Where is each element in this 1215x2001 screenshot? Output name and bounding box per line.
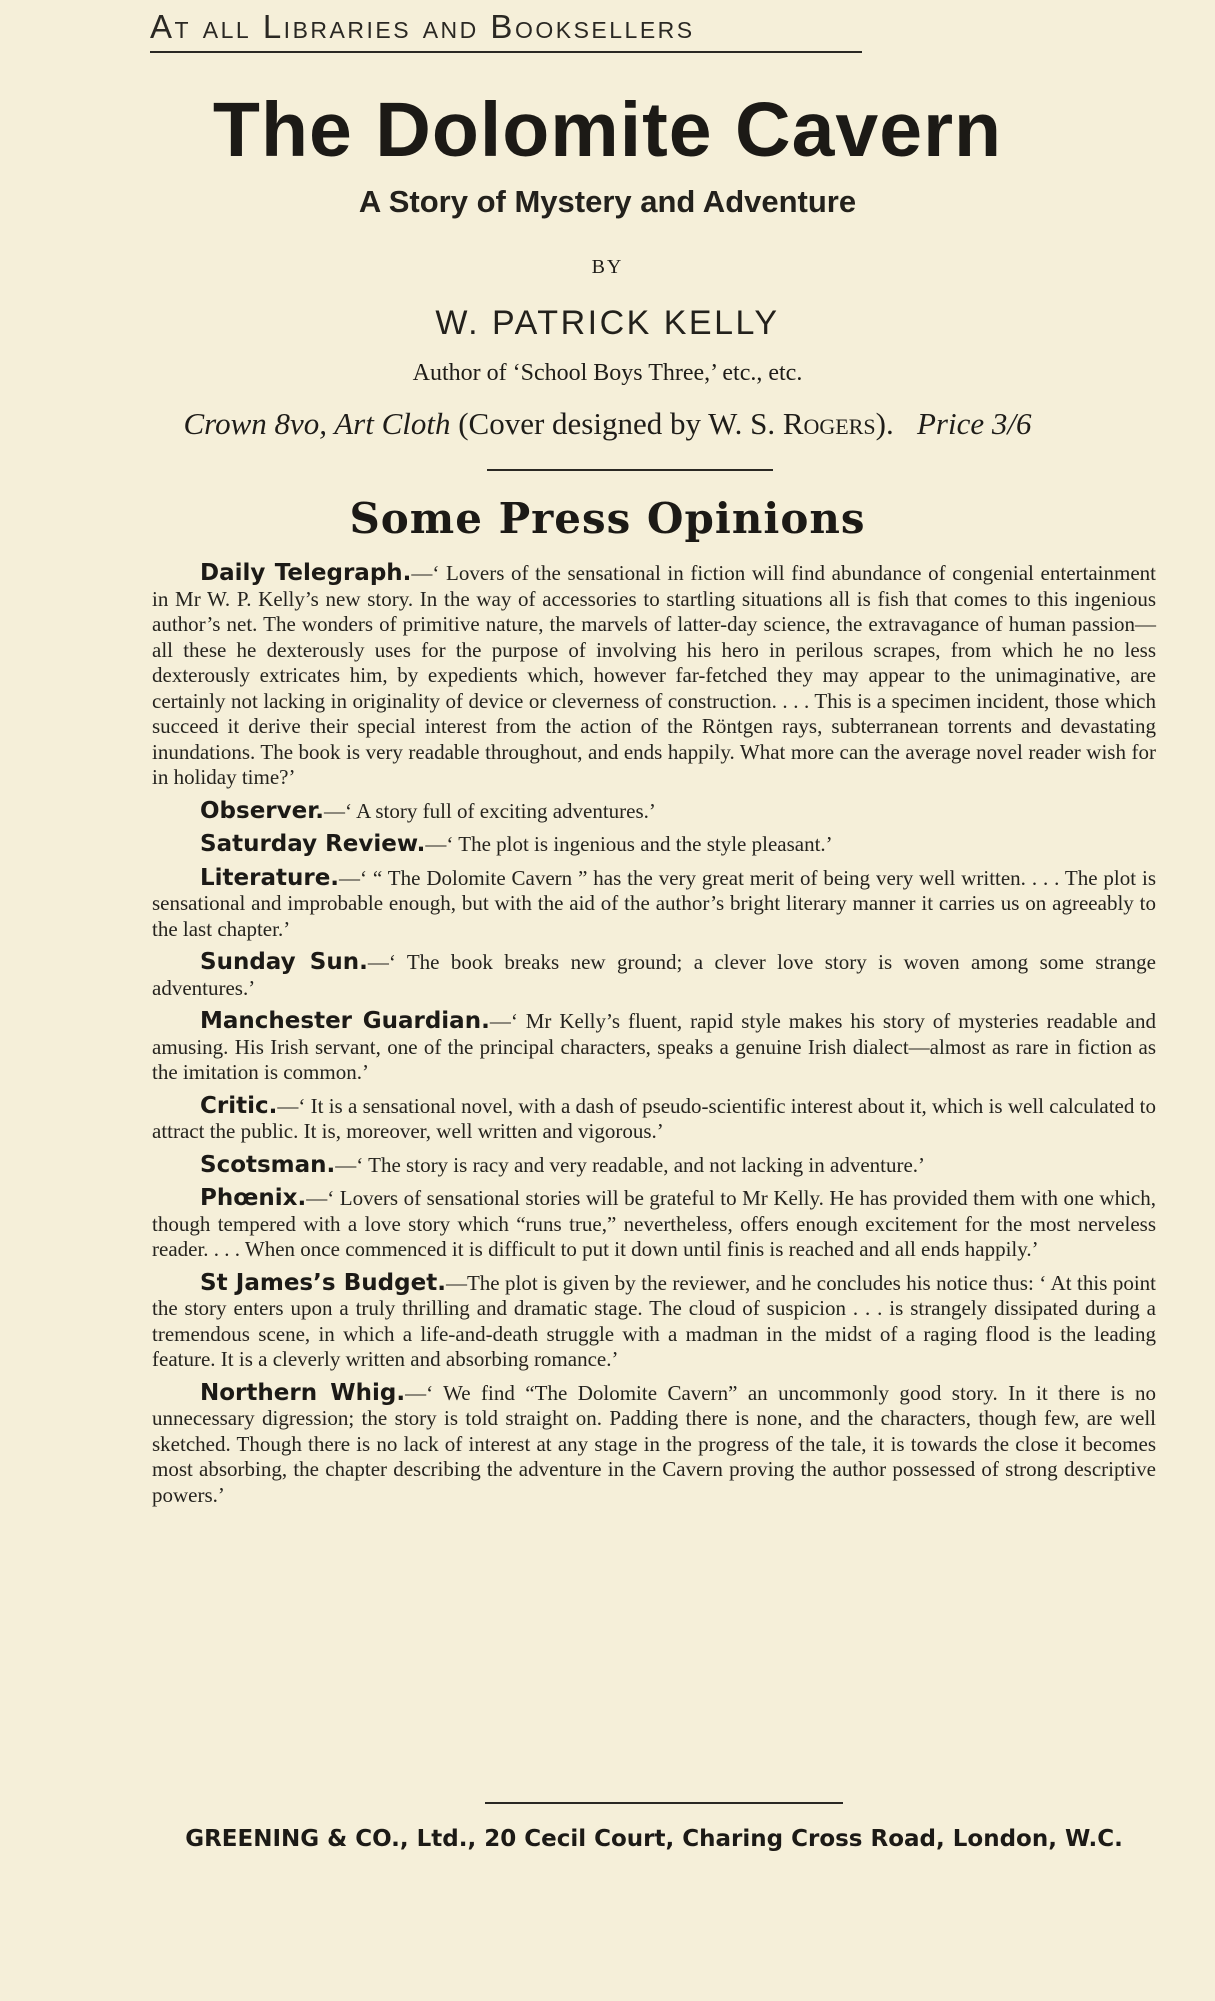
cover-note-prefix: (Cover designed by W. S.	[458, 406, 783, 441]
opinion-text: —‘ Lovers of the sensational in fiction will find abundance of congenial entertainment in Mr W. P. Kelly’s new story. In the way of accessories to startling situations all is fish that comes to this ingenious author’s net. The wonders of primitive nature, the marvels of latter-day science, the extravagance of human passion—all these he dexterously uses for the purpose of involving his hero in perilous scrapes, from which he no less dexterously extricates him, by expedients which, however far-fetched they may appear to the unimaginative, are certainly not lacking in originality of device or cleverness of construction. . . . This is a specimen incident, those which succeed it derive their special interest from the action of the Röntgen rays, subterranean torrents and devastating inundations. The book is very readable throughout, and ends happily. What more can the average novel reader wish for in holiday time?’	[152, 561, 1156, 789]
press-opinion	[152, 1009, 1156, 1086]
running-head-rule	[150, 51, 862, 53]
press-opinion	[152, 1271, 1156, 1373]
price-label: Price	[916, 406, 985, 441]
opinion-source: Sunday Sun.	[200, 949, 368, 975]
opinion-source: St James’s Budget.	[200, 1269, 446, 1296]
opinion-text: —‘ The book breaks new ground; a clever love story is woven among some strange adventures.’	[152, 950, 1156, 1000]
opinion-text: —‘ It is a sensational novel, with a dash of pseudo-scientific interest about it, which is well calculated to attract the public. It is, moreover, well written and vigorous.’	[152, 1093, 1156, 1143]
edition-line	[0, 406, 1215, 442]
book-subtitle: A Story of Mystery and Adventure	[358, 184, 857, 219]
opinion-text: —‘ Mr Kelly’s fluent, rapid style makes his story of mysteries readable and amusing. His Irish servant, one of the principal characters, speaks a genuine Irish dialect—almost as rare in fiction as the imitation is common.’	[152, 1009, 1156, 1084]
publisher-imprint: GREENING & CO., Ltd., 20 Cecil Court, Charing Cross Road, London, W.C.	[185, 1826, 1123, 1852]
opinion-text: —The plot is given by the reviewer, and he concludes his notice thus: ‘ At this point the story enters upon a truly thrilling and dramatic stage. The cloud of suspicion . . . is strangely dissipated during a tremendous scene, in which a life-and-death struggle with a madman in the midst of a raging flood is the leading feature. It is a cleverly written and absorbing romance.’	[152, 1270, 1157, 1371]
opinion-text: —‘ We find “The Dolomite Cavern” an uncommonly good story. In it there is no unnecessary digression; the story is told straight on. Padding there is none, and the characters, though few, are well sketched. Though there is no lack of interest at any stage in the progress of the tale, it is towards the close it becomes most absorbing, the chapter describing the adventure in the Cavern proving the author possessed of strong descriptive powers.’	[152, 1380, 1157, 1507]
footer-rule	[485, 1802, 843, 1804]
opinion-source: Manchester Guardian.	[200, 1008, 490, 1034]
press-opinion	[152, 799, 1156, 825]
opinion-source: Literature.	[200, 864, 340, 891]
running-head: At all Libraries and Booksellers	[150, 8, 695, 45]
opinion-source: Phœnix.	[200, 1185, 307, 1211]
by-line: BY	[591, 256, 624, 278]
press-opinion	[152, 866, 1156, 943]
opinion-text: —‘ The story is racy and very readable, and not lacking in adventure.’	[335, 1152, 926, 1177]
author-name: W. PATRICK KELLY	[435, 304, 780, 342]
press-opinions-heading: Some Press Opinions	[349, 494, 866, 543]
opinion-source: Critic.	[200, 1092, 278, 1119]
press-opinion	[152, 1153, 1156, 1179]
press-opinion	[152, 1381, 1156, 1509]
price-value: 3/6	[991, 406, 1032, 441]
opinion-source: Daily Telegraph.	[200, 560, 412, 586]
opinion-source: Scotsman.	[200, 1151, 336, 1178]
press-opinion	[152, 561, 1156, 791]
opinion-text: —‘ A story full of exciting adventures.’	[324, 798, 656, 823]
opinion-text: —‘ The plot is ingenious and the style pleasant.’	[425, 832, 833, 856]
press-opinion	[152, 1186, 1156, 1263]
edition-format: Crown 8vo, Art Cloth	[183, 406, 451, 441]
opinion-source: Northern Whig.	[200, 1379, 406, 1406]
press-opinions-list	[152, 561, 1156, 1516]
opinion-source: Observer.	[200, 797, 325, 824]
press-opinion	[152, 832, 1156, 858]
press-opinion	[152, 950, 1156, 1001]
book-title: The Dolomite Cavern	[212, 87, 1003, 173]
opinion-text: —‘ Lovers of sensational stories will be grateful to Mr Kelly. He has provided them with one which, though tempered with a love story which “runs true,” nevertheless, offers enough excitement for the most nerveless reader. . . . When once commenced it is difficult to put it down until finis is reached and all ends happily.’	[152, 1186, 1156, 1261]
cover-note-suffix: ).	[875, 406, 894, 441]
author-note: Author of ‘School Boys Three,’ etc., etc.	[412, 360, 803, 386]
opinion-text: —‘ “ The Dolomite Cavern ” has the very great merit of being very well written. . . . The plot is sensational and improbable enough, but with the aid of the author’s bright literary manner it carries us on agreeably to the last chapter.’	[152, 865, 1156, 941]
cover-designer: Rogers	[782, 406, 876, 441]
press-opinion	[152, 1094, 1156, 1145]
opinion-source: Saturday Review.	[200, 831, 426, 857]
section-rule	[487, 469, 773, 471]
